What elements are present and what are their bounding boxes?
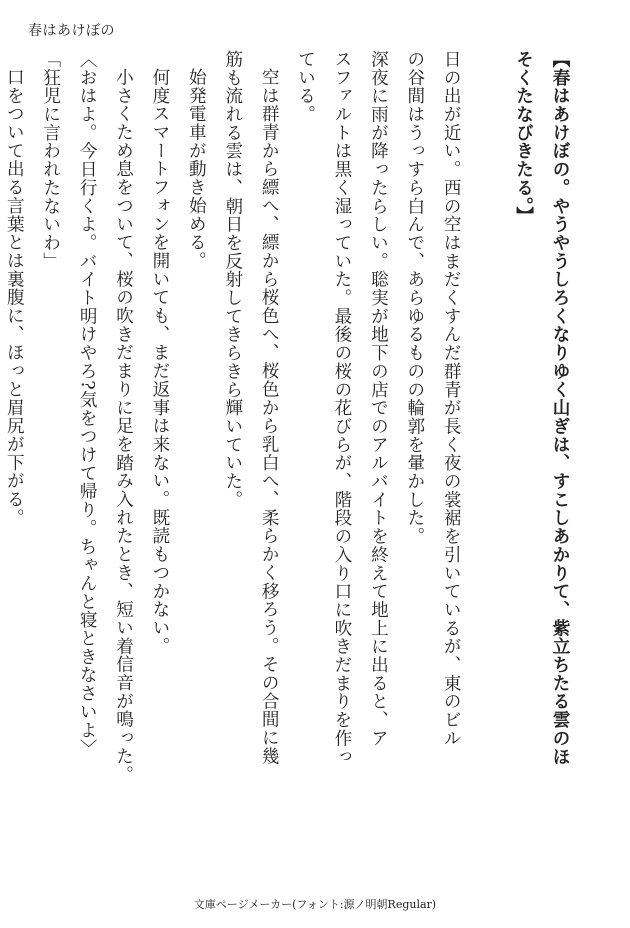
text-line: 筋も流れる雲は、朝日を反射してきらきら輝いていた。 (222, 50, 243, 509)
text-line: 深夜に雨が降ったらしい。聡実が地下の店でのアルバイトを終えて地上に出ると、ア (368, 50, 389, 748)
text-line: 空は群青から縹へ、縹から桜色へ、桜色から乳白へ、柔らかく移ろう。その合間に幾 (259, 67, 280, 765)
quote-line: そくたなびきたる。】 (513, 50, 535, 225)
footer-credit: 文庫ページメーカー(フォント:源ノ明朝Regular) (193, 898, 437, 911)
paragraph-gap (469, 50, 505, 850)
text-line: 小さくため息をついて、桜の吹きだまりに足を踏み入れたとき、短い着信音が鳴った。 (113, 67, 134, 784)
text-line: ている。 (295, 50, 316, 124)
page-title: 春はあけぼの (28, 23, 115, 39)
text-line: の谷間はうっすら白んで、あらゆるものの輪郭を暈かした。 (404, 50, 425, 546)
text-line: 日の出が近い。西の空はまだくすんだ群青が長く夜の裳裾を引いているが、東のビル (441, 50, 462, 748)
text-line: 〈おはよ。今日行くよ。バイト明けやろ?気をつけて帰り。ちゃんと寝ときなさいよ〉 (77, 50, 98, 758)
text-line: 口をついて出る言葉とは裏腹に、ほっと眉尻が下がる。 (4, 67, 25, 527)
text-line: 何度スマートフォンを開いても、まだ返事は来ない。既読もつかない。 (149, 67, 170, 655)
quote-line: 【春はあけぼの。やうやうしろくなりゆく山ぎは、すこしあかりて、紫立ちたる雲のほ (550, 50, 571, 766)
text-line: 始発電車が動き始める。 (186, 67, 207, 270)
text-line: 「狂児に言われたないわ」 (40, 50, 61, 271)
text-line: スファルトは黒く湿っていた。最後の桜の花びらが、階段の入り口に吹きだまりを作っ (331, 50, 352, 766)
vertical-text-body (4, 50, 578, 850)
